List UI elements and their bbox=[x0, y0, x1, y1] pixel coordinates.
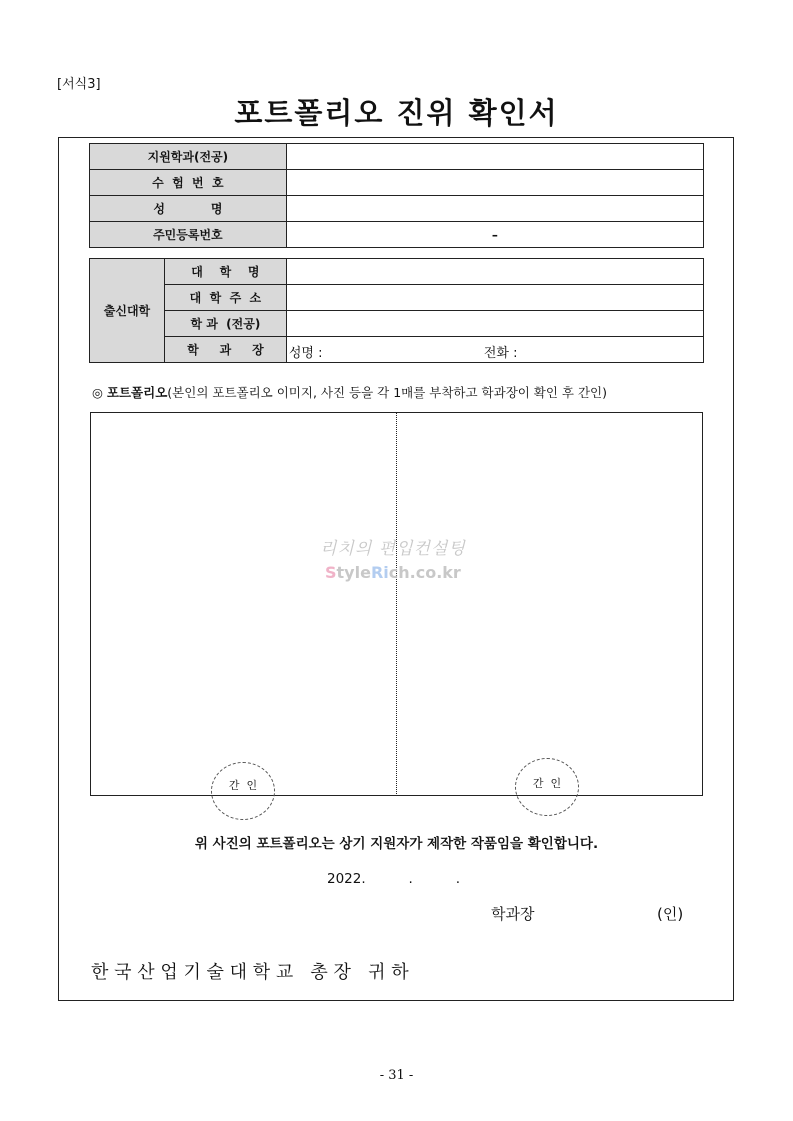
head-phone-label: 전화 : bbox=[483, 346, 518, 361]
applied-department-field[interactable] bbox=[286, 144, 703, 170]
university-info-table bbox=[89, 258, 704, 363]
resident-number-field[interactable]: – bbox=[286, 222, 703, 248]
department-head-label: 학 과 장 bbox=[164, 337, 286, 363]
table-row bbox=[90, 337, 704, 363]
table-row bbox=[90, 259, 704, 285]
exam-number-label: 수 험 번 호 bbox=[90, 170, 287, 196]
signer-label: 학과장 bbox=[491, 905, 535, 923]
seal-label-left: 간 인 bbox=[228, 779, 258, 792]
university-name-field[interactable] bbox=[286, 259, 703, 285]
head-name-label: 성명 : bbox=[288, 346, 323, 361]
table-row bbox=[90, 222, 704, 248]
confirmation-statement: 위 사진의 포트폴리오는 상기 지원자가 제작한 작품임을 확인합니다. bbox=[194, 836, 599, 852]
university-name-label: 대 학 명 bbox=[164, 259, 286, 285]
exam-number-field[interactable] bbox=[286, 170, 703, 196]
table-row bbox=[90, 311, 704, 337]
table-row bbox=[90, 170, 704, 196]
watermark-url: StyleRich.co.kr bbox=[325, 563, 461, 582]
name-field[interactable] bbox=[286, 196, 703, 222]
department-major-field[interactable] bbox=[286, 311, 703, 337]
portfolio-detail: (본인의 포트폴리오 이미지, 사진 등을 각 1매를 부착하고 학과장이 확인 후 간인) bbox=[167, 385, 608, 400]
table-row bbox=[90, 285, 704, 311]
name-label: 성 명 bbox=[90, 196, 287, 222]
table-row bbox=[90, 144, 704, 170]
university-address-field[interactable] bbox=[286, 285, 703, 311]
department-major-label: 학 과 (전공) bbox=[164, 311, 286, 337]
applied-department-label: 지원학과(전공) bbox=[90, 144, 287, 170]
document-title: 포트폴리오 진위 확인서 bbox=[234, 96, 559, 130]
photo-divider bbox=[396, 412, 397, 796]
portfolio-instruction bbox=[92, 383, 607, 401]
table-row bbox=[90, 196, 704, 222]
addressee: 한 국 산 업 기 술 대 학 교 총 장 귀 하 bbox=[91, 962, 409, 983]
date-line: 2022. . . bbox=[327, 871, 461, 887]
resident-number-label: 주민등록번호 bbox=[90, 222, 287, 248]
department-head-field[interactable] bbox=[286, 337, 703, 363]
seal-label-right: 간 인 bbox=[532, 777, 562, 790]
form-number-label: [서식3] bbox=[57, 77, 101, 92]
university-address-label: 대 학 주 소 bbox=[164, 285, 286, 311]
watermark-text: 리치의 편입컨설팅 bbox=[320, 539, 466, 559]
applicant-info-table bbox=[89, 143, 704, 248]
portfolio-heading: 포트폴리오 bbox=[106, 385, 168, 400]
double-circle-icon: ◎ bbox=[92, 385, 103, 400]
seal-mark: (인) bbox=[657, 905, 684, 923]
page-number: - 31 - bbox=[379, 1068, 414, 1083]
alma-mater-label: 출신대학 bbox=[90, 259, 165, 363]
